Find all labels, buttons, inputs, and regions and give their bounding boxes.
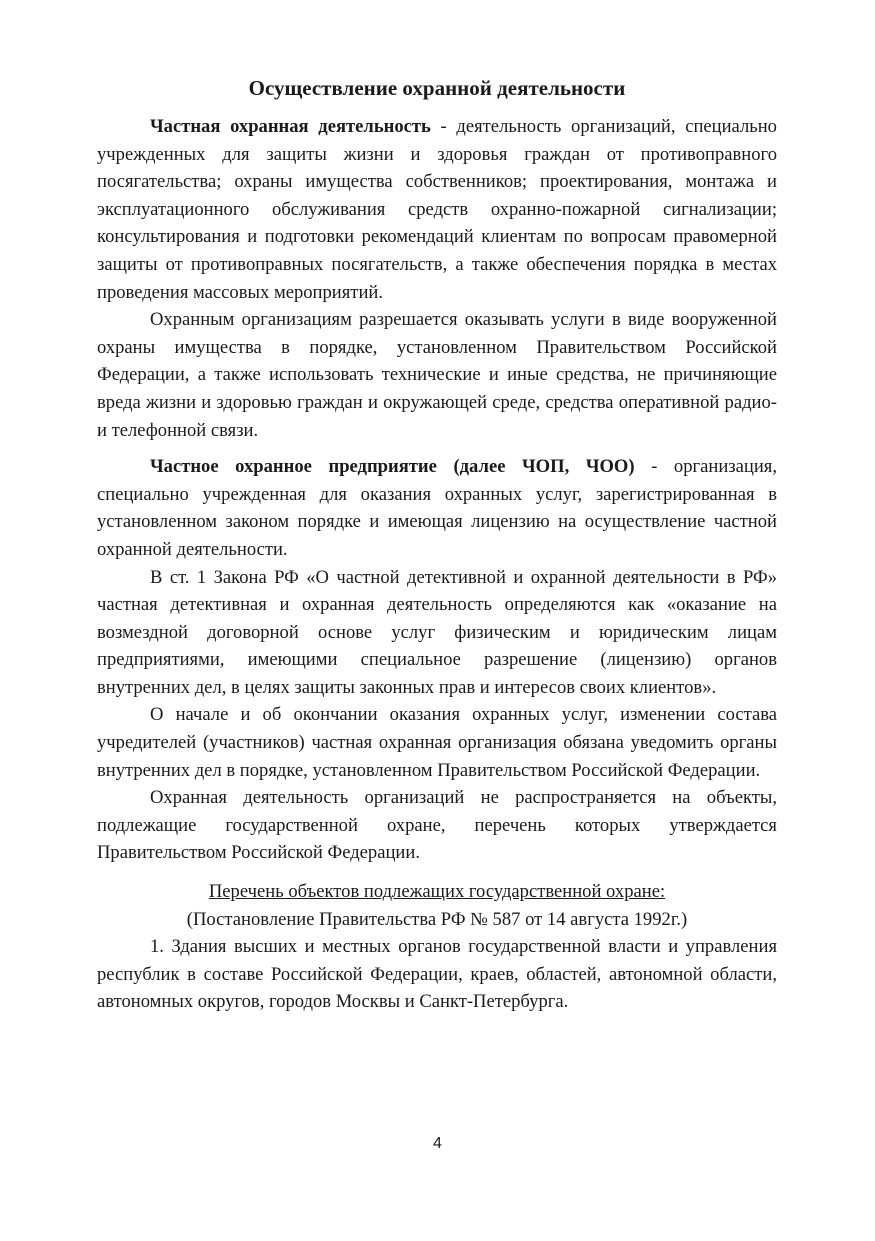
list-heading — [97, 878, 777, 906]
paragraph-text: - организация, специально учрежденная для оказания охранных услуг, зарегистрированная в установленном законом порядке и имеющая лицензию на осуществление частной охранной деятельности. — [97, 456, 778, 560]
list-source: (Постановление Правительства РФ № 587 от 14 августа 1992г.) — [186, 908, 688, 930]
page-title: Осуществление охранной деятельности — [248, 76, 626, 100]
paragraph-security-services: Охранным организациям разрешается оказывать услуги в виде вооруженной охраны имущества в порядке, установленном Правительством Российской Федерации, а также использовать технические и иные средства, не причиняющие вреда жизни и здоровью граждан и окружающей среде, средства оперативной радио- и телефонной связи. — [97, 309, 777, 441]
list-item: 1. Здания высших и местных органов государственной власти и управления республик в составе Российской Федерации, краев, областей, автономной области, автономных округов, городов Москвы и Санкт-Петербурга. — [97, 936, 777, 1013]
paragraph-text: - деятельность организаций, специально учрежденных для защиты жизни и здоровья граждан от противоправного посягательства; охраны имущества собственников; проектирования, монтажа и эксплуатационного обслуживания средств охранно-пожарной сигнализации; консультирования и подготовки рекомендаций клиентам по вопросам правомерной защиты от противоправных посягательств, а также обеспечения порядка в местах проведения массовых мероприятий. — [97, 116, 777, 303]
list-heading-text: Перечень объектов подлежащих государственной охране: — [208, 881, 666, 903]
paragraph-state-protected-objects: Охранная деятельность организаций не распространяется на объекты, подлежащие государственной охране, перечень которых утверждается Правительством Российской Федерации. — [97, 787, 777, 864]
paragraph-private-security-enterprise — [97, 453, 777, 563]
term-private-security-activity: Частная охранная деятельность — [150, 116, 431, 137]
paragraph-law-article-1: В ст. 1 Закона РФ «О частной детективной и охранной деятельности в РФ» частная детективная и охранная деятельность определяются как «оказание на возмездной договорной основе услуг физическим и юридическим лицам предприятиями, имеющими специальное разрешение (лицензию) органов внутренних дел, в целях защиты законных прав и интересов своих клиентов». — [97, 566, 777, 698]
term-private-security-enterprise: Частное охранное предприятие (далее ЧОП, ЧОО) — [150, 456, 635, 478]
paragraph-private-security-definition — [97, 113, 777, 306]
page-content — [97, 72, 777, 1016]
page-number: 4 — [433, 1135, 442, 1152]
paragraph-notification-duty: О начале и об окончании оказания охранных услуг, изменении состава учредителей (участников) частная охранная организация обязана уведомить органы внутренних дел в порядке, установленном Правительством Российской Федерации. — [97, 704, 777, 781]
